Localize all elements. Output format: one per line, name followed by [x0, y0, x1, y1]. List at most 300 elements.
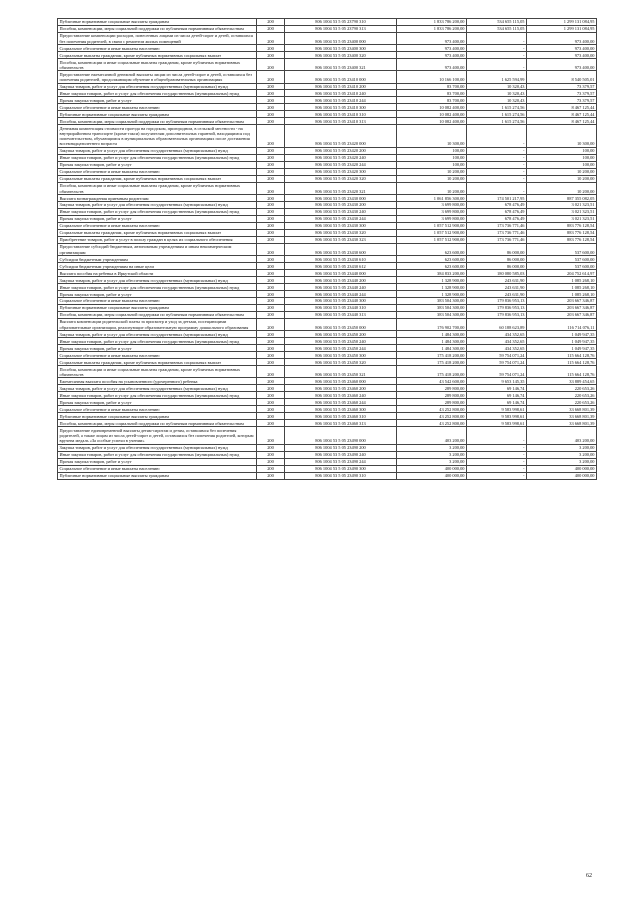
- row-kbk-cell: 806 1004 53 5 05 23410 300: [285, 104, 397, 111]
- row-unexecuted-cell: 220 653,26: [527, 399, 597, 406]
- row-unexecuted-cell: 33 668 801,39: [527, 413, 597, 420]
- row-name-cell: Закупка товаров, работ и услуг для обеспечения государственных (муниципальных) нужд: [58, 277, 257, 284]
- table-row: [58, 216, 597, 223]
- row-name-cell: Социальные выплаты гражданам, кроме публичных нормативных социальных выплат: [58, 52, 257, 59]
- row-executed-cell: -: [467, 472, 527, 479]
- row-executed-cell: 86 000,00: [467, 244, 527, 256]
- table-row: [58, 458, 597, 465]
- row-approved-cell: 289 800,00: [397, 399, 467, 406]
- row-name-cell: Социальные выплаты гражданам, кроме публичных нормативных социальных выплат: [58, 359, 257, 366]
- row-name-cell: Закупка товаров, работ и услуг для обеспечения государственных (муниципальных) нужд: [58, 202, 257, 209]
- table-row: [58, 182, 597, 194]
- row-name-cell: Публичные нормативные социальные выплаты гражданам: [58, 305, 257, 312]
- table-row: [58, 392, 597, 399]
- row-executed-cell: 174 501 217,95: [467, 195, 527, 202]
- table-row: [58, 237, 597, 244]
- row-kbk-cell: 806 1004 53 5 05 23430 000: [285, 195, 397, 202]
- table-row: [58, 104, 597, 111]
- row-approved-cell: 3 699 800,00: [397, 209, 467, 216]
- row-unexecuted-cell: 73 379,57: [527, 97, 597, 104]
- row-kbk-cell: 806 1004 53 5 05 23400 300: [285, 45, 397, 52]
- table-row: [58, 345, 597, 352]
- row-unexecuted-cell: 3 200,00: [527, 458, 597, 465]
- row-name-cell: Социальное обеспечение и иные выплаты населению: [58, 406, 257, 413]
- row-code-cell: 200: [257, 472, 285, 479]
- row-approved-cell: 3 699 800,00: [397, 202, 467, 209]
- row-executed-cell: -: [467, 465, 527, 472]
- row-name-cell: Социальные выплаты гражданам, кроме публичных нормативных социальных выплат: [58, 230, 257, 237]
- row-executed-cell: -: [467, 59, 527, 71]
- row-name-cell: Закупка товаров, работ и услуг для обеспечения государственных (муниципальных) нужд: [58, 83, 257, 90]
- row-code-cell: 200: [257, 352, 285, 359]
- row-unexecuted-cell: 537 600,00: [527, 263, 597, 270]
- row-approved-cell: 43 252 800,00: [397, 420, 467, 427]
- row-code-cell: 200: [257, 256, 285, 263]
- row-code-cell: 200: [257, 444, 285, 451]
- row-code-cell: 200: [257, 458, 285, 465]
- row-approved-cell: 1 057 512 900,00: [397, 223, 467, 230]
- row-unexecuted-cell: 973 400,00: [527, 32, 597, 44]
- row-code-cell: 200: [257, 216, 285, 223]
- table-row: [58, 125, 597, 148]
- row-kbk-cell: 806 1004 53 5 05 23400 000: [285, 32, 397, 44]
- row-name-cell: Прочая закупка товаров, работ и услуг: [58, 399, 257, 406]
- row-name-cell: Публичные нормативные социальные выплаты гражданам: [58, 413, 257, 420]
- row-executed-cell: 180 080 585,03: [467, 270, 527, 277]
- row-code-cell: 200: [257, 413, 285, 420]
- row-approved-cell: 10 200,00: [397, 168, 467, 175]
- row-code-cell: 200: [257, 319, 285, 331]
- row-approved-cell: 1 057 512 900,00: [397, 237, 467, 244]
- row-code-cell: 200: [257, 305, 285, 312]
- row-code-cell: 200: [257, 338, 285, 345]
- row-unexecuted-cell: 10 300,00: [527, 125, 597, 148]
- row-name-cell: Ежемесячная выплата пособия на усыновленного (удочеренного) ребенка: [58, 378, 257, 385]
- table-row: [58, 472, 597, 479]
- table-row: [58, 406, 597, 413]
- row-name-cell: Пособия, компенсации, меры социальной поддержки по публичным нормативным обязательствам: [58, 420, 257, 427]
- budget-execution-table: [57, 18, 597, 480]
- row-code-cell: 200: [257, 195, 285, 202]
- row-approved-cell: 10 082 400,00: [397, 118, 467, 125]
- row-approved-cell: 3 200,00: [397, 458, 467, 465]
- row-name-cell: Прочая закупка товаров, работ и услуг: [58, 345, 257, 352]
- table-row: [58, 45, 597, 52]
- row-approved-cell: 383 504 300,00: [397, 312, 467, 319]
- row-unexecuted-cell: 33 889 454,65: [527, 378, 597, 385]
- row-approved-cell: 100,00: [397, 161, 467, 168]
- table-row: [58, 378, 597, 385]
- table-row: [58, 451, 597, 458]
- row-unexecuted-cell: 100,00: [527, 161, 597, 168]
- row-kbk-cell: 806 1004 53 5 05 23460 310: [285, 413, 397, 420]
- row-name-cell: Иные закупки товаров, работ и услуг для обеспечения государственных (муниципальных) нужд: [58, 209, 257, 216]
- table-row: [58, 331, 597, 338]
- row-unexecuted-cell: 537 600,00: [527, 244, 597, 256]
- table-row: [58, 359, 597, 366]
- row-code-cell: 200: [257, 209, 285, 216]
- row-unexecuted-cell: 1 085 268,10: [527, 277, 597, 284]
- row-kbk-cell: 806 1004 53 5 05 23410 240: [285, 90, 397, 97]
- row-executed-cell: -: [467, 458, 527, 465]
- row-kbk-cell: 806 1004 53 5 05 23460 240: [285, 392, 397, 399]
- row-approved-cell: 83 700,00: [397, 90, 467, 97]
- row-executed-cell: -: [467, 125, 527, 148]
- table-row: [58, 168, 597, 175]
- row-executed-cell: 1 615 274,56: [467, 104, 527, 111]
- row-kbk-cell: 806 1004 53 5 05 23450 244: [285, 345, 397, 352]
- row-approved-cell: 289 800,00: [397, 392, 467, 399]
- row-executed-cell: 173 736 771,46: [467, 223, 527, 230]
- table-row: [58, 291, 597, 298]
- table-row: [58, 32, 597, 44]
- row-unexecuted-cell: 100,00: [527, 154, 597, 161]
- table-row: [58, 312, 597, 319]
- row-executed-cell: 243 631,90: [467, 277, 527, 284]
- table-row: [58, 71, 597, 83]
- row-unexecuted-cell: 887 355 082,05: [527, 195, 597, 202]
- row-approved-cell: 10 300,00: [397, 125, 467, 148]
- row-executed-cell: 243 631,90: [467, 284, 527, 291]
- row-name-cell: Прочая закупка товаров, работ и услуг: [58, 291, 257, 298]
- row-name-cell: Социальное обеспечение и иные выплаты населению: [58, 168, 257, 175]
- row-name-cell: Социальное обеспечение и иные выплаты населению: [58, 298, 257, 305]
- row-approved-cell: 3 200,00: [397, 451, 467, 458]
- row-executed-cell: 678 476,49: [467, 202, 527, 209]
- row-unexecuted-cell: 3 021 323,51: [527, 202, 597, 209]
- row-code-cell: 200: [257, 104, 285, 111]
- row-unexecuted-cell: 973 400,00: [527, 45, 597, 52]
- row-code-cell: 200: [257, 52, 285, 59]
- row-executed-cell: 86 000,00: [467, 263, 527, 270]
- table-row: [58, 148, 597, 155]
- row-code-cell: 200: [257, 182, 285, 194]
- row-approved-cell: 400 000,00: [397, 465, 467, 472]
- row-kbk-cell: 806 1004 53 5 05 23490 300: [285, 465, 397, 472]
- table-row: [58, 154, 597, 161]
- row-kbk-cell: 806 1004 53 5 05 23440 240: [285, 284, 397, 291]
- table-row: [58, 175, 597, 182]
- row-code-cell: 200: [257, 237, 285, 244]
- row-code-cell: 200: [257, 427, 285, 444]
- table-row: [58, 256, 597, 263]
- row-kbk-cell: 806 1004 53 5 05 23430 320: [285, 230, 397, 237]
- row-kbk-cell: 806 1004 53 5 05 23440 000: [285, 270, 397, 277]
- row-executed-cell: -: [467, 148, 527, 155]
- row-unexecuted-cell: 10 200,00: [527, 175, 597, 182]
- row-kbk-cell: 806 1004 53 5 05 23460 313: [285, 420, 397, 427]
- row-code-cell: 200: [257, 263, 285, 270]
- table-row: [58, 52, 597, 59]
- row-name-cell: Пособия, компенсации и иные социальные выплаты гражданам, кроме публичных нормативных обязательств: [58, 182, 257, 194]
- row-executed-cell: 179 836 953,13: [467, 298, 527, 305]
- table-row: [58, 270, 597, 277]
- row-approved-cell: 384 833 200,00: [397, 270, 467, 277]
- table-row: [58, 385, 597, 392]
- row-code-cell: 200: [257, 284, 285, 291]
- row-executed-cell: 86 000,00: [467, 256, 527, 263]
- row-unexecuted-cell: 1 299 131 084,95: [527, 25, 597, 32]
- row-unexecuted-cell: 1 049 947,35: [527, 338, 597, 345]
- table-row: [58, 263, 597, 270]
- row-executed-cell: 678 476,49: [467, 209, 527, 216]
- row-code-cell: 200: [257, 392, 285, 399]
- table-row: [58, 209, 597, 216]
- row-name-cell: Закупка товаров, работ и услуг для обеспечения государственных (муниципальных) нужд: [58, 331, 257, 338]
- row-kbk-cell: 806 1004 53 5 05 23410 310: [285, 111, 397, 118]
- row-approved-cell: 83 700,00: [397, 97, 467, 104]
- table-row: [58, 111, 597, 118]
- row-executed-cell: -: [467, 427, 527, 444]
- row-name-cell: Социальное обеспечение и иные выплаты населению: [58, 104, 257, 111]
- row-kbk-cell: 806 1004 53 5 05 23440 200: [285, 277, 397, 284]
- row-executed-cell: 179 836 953,13: [467, 305, 527, 312]
- row-unexecuted-cell: 220 653,26: [527, 392, 597, 399]
- row-kbk-cell: 806 1004 53 5 05 23420 321: [285, 182, 397, 194]
- row-approved-cell: 175 418 200,00: [397, 359, 467, 366]
- row-kbk-cell: 806 1004 53 5 05 23430 200: [285, 202, 397, 209]
- row-unexecuted-cell: 73 379,57: [527, 83, 597, 90]
- row-name-cell: Выплата компенсации родительской платы за присмотр и уход за детьми, посещающими образовательные организации, реализующие образовательную программу дошкольного образования: [58, 319, 257, 331]
- row-executed-cell: -: [467, 154, 527, 161]
- row-executed-cell: 1 615 274,56: [467, 111, 527, 118]
- row-kbk-cell: 806 1004 53 5 05 23410 244: [285, 97, 397, 104]
- row-unexecuted-cell: 400 000,00: [527, 465, 597, 472]
- table-row: [58, 161, 597, 168]
- row-unexecuted-cell: 537 600,00: [527, 256, 597, 263]
- row-code-cell: 200: [257, 312, 285, 319]
- row-name-cell: Пособия, компенсации, меры социальной поддержки по публичным нормативным обязательствам: [58, 25, 257, 32]
- row-kbk-cell: 806 1004 53 5 05 23450 321: [285, 366, 397, 378]
- row-approved-cell: 83 700,00: [397, 83, 467, 90]
- row-executed-cell: 179 836 953,13: [467, 312, 527, 319]
- table-row: [58, 118, 597, 125]
- row-kbk-cell: 806 1004 53 5 05 23790 313: [285, 25, 397, 32]
- row-approved-cell: 176 902 700,00: [397, 319, 467, 331]
- row-name-cell: Иные закупки товаров, работ и услуг для обеспечения государственных (муниципальных) нужд: [58, 338, 257, 345]
- row-name-cell: Предоставление единовременной выплаты детям-сиротам и детям, оставшимся без попечения родителей, а также лицам из числа детей-сирот и детей, оставшихся без попечения родителей, которым вручена медаль «За особые успехи в учении»: [58, 427, 257, 444]
- row-approved-cell: 1 833 786 200,00: [397, 25, 467, 32]
- row-name-cell: Выплата вознаграждения приемным родителям: [58, 195, 257, 202]
- table-row: [58, 465, 597, 472]
- row-code-cell: 200: [257, 45, 285, 52]
- row-kbk-cell: 806 1004 53 5 05 23490 240: [285, 451, 397, 458]
- table-row: [58, 352, 597, 359]
- row-name-cell: Иные закупки товаров, работ и услуг для обеспечения государственных (муниципальных) нужд: [58, 90, 257, 97]
- row-code-cell: 200: [257, 111, 285, 118]
- row-executed-cell: 434 352,65: [467, 338, 527, 345]
- row-approved-cell: 289 800,00: [397, 385, 467, 392]
- row-name-cell: Прочая закупка товаров, работ и услуг: [58, 97, 257, 104]
- row-name-cell: Социальное обеспечение и иные выплаты населению: [58, 45, 257, 52]
- row-approved-cell: 43 252 800,00: [397, 413, 467, 420]
- row-unexecuted-cell: 3 200,00: [527, 451, 597, 458]
- row-executed-cell: 10 320,43: [467, 83, 527, 90]
- row-executed-cell: 59 754 071,24: [467, 366, 527, 378]
- row-name-cell: Предоставление субсидий бюджетным, автономным учреждениям и иным некоммерческим организациям: [58, 244, 257, 256]
- row-unexecuted-cell: 10 200,00: [527, 168, 597, 175]
- table-row: [58, 90, 597, 97]
- row-kbk-cell: 806 1004 53 5 05 23420 244: [285, 161, 397, 168]
- table-row: [58, 19, 597, 26]
- row-approved-cell: 10 082 400,00: [397, 111, 467, 118]
- row-code-cell: 200: [257, 359, 285, 366]
- row-executed-cell: -: [467, 182, 527, 194]
- table-row: [58, 195, 597, 202]
- row-name-cell: Публичные нормативные социальные выплаты гражданам: [58, 111, 257, 118]
- row-kbk-cell: 806 1004 53 5 05 23440 300: [285, 298, 397, 305]
- row-executed-cell: -: [467, 451, 527, 458]
- table-row: [58, 202, 597, 209]
- row-code-cell: 200: [257, 298, 285, 305]
- row-executed-cell: 10 320,43: [467, 97, 527, 104]
- row-unexecuted-cell: 115 664 128,76: [527, 359, 597, 366]
- row-unexecuted-cell: 115 664 128,76: [527, 352, 597, 359]
- row-name-cell: Прочая закупка товаров, работ и услуг: [58, 458, 257, 465]
- row-name-cell: Публичные нормативные социальные выплаты гражданам: [58, 19, 257, 26]
- row-unexecuted-cell: 73 379,57: [527, 90, 597, 97]
- table-row: [58, 399, 597, 406]
- row-approved-cell: 3 200,00: [397, 444, 467, 451]
- row-unexecuted-cell: 883 776 128,54: [527, 237, 597, 244]
- row-approved-cell: 1 484 300,00: [397, 331, 467, 338]
- row-kbk-cell: 806 1004 53 5 05 23410 200: [285, 83, 397, 90]
- row-kbk-cell: 806 1004 53 5 05 23420 300: [285, 168, 397, 175]
- row-executed-cell: 69 146,74: [467, 392, 527, 399]
- row-executed-cell: 434 352,65: [467, 345, 527, 352]
- row-code-cell: 200: [257, 19, 285, 26]
- row-approved-cell: 43 252 800,00: [397, 406, 467, 413]
- row-kbk-cell: 806 1004 53 5 05 23430 244: [285, 216, 397, 223]
- row-executed-cell: -: [467, 45, 527, 52]
- row-kbk-cell: 806 1004 53 5 05 23430 610: [285, 256, 397, 263]
- row-unexecuted-cell: 3 200,00: [527, 444, 597, 451]
- row-kbk-cell: 806 1004 53 5 05 23410 000: [285, 71, 397, 83]
- table-row: [58, 230, 597, 237]
- row-unexecuted-cell: 973 400,00: [527, 52, 597, 59]
- row-kbk-cell: 806 1004 53 5 05 23430 240: [285, 209, 397, 216]
- row-code-cell: 200: [257, 465, 285, 472]
- row-name-cell: Иные закупки товаров, работ и услуг для обеспечения государственных (муниципальных) нужд: [58, 392, 257, 399]
- row-name-cell: Закупка товаров, работ и услуг для обеспечения государственных (муниципальных) нужд: [58, 444, 257, 451]
- row-unexecuted-cell: 8 467 125,44: [527, 118, 597, 125]
- table-row: [58, 25, 597, 32]
- table-body: [58, 19, 597, 480]
- table-row: [58, 284, 597, 291]
- row-unexecuted-cell: 10 200,00: [527, 182, 597, 194]
- row-name-cell: Прочая закупка товаров, работ и услуг: [58, 161, 257, 168]
- row-approved-cell: 403 200,00: [397, 427, 467, 444]
- row-executed-cell: -: [467, 168, 527, 175]
- row-name-cell: Пособия, компенсации и иные социальные выплаты гражданам, кроме публичных нормативных обязательств: [58, 366, 257, 378]
- row-name-cell: Пособия, компенсации, меры социальной поддержки по публичным нормативным обязательствам: [58, 312, 257, 319]
- row-executed-cell: 243 631,90: [467, 291, 527, 298]
- row-code-cell: 200: [257, 277, 285, 284]
- table-row: [58, 59, 597, 71]
- row-kbk-cell: 806 1004 53 5 05 23420 000: [285, 125, 397, 148]
- row-kbk-cell: 806 1004 53 5 05 23440 244: [285, 291, 397, 298]
- row-name-cell: Закупка товаров, работ и услуг для обеспечения государственных (муниципальных) нужд: [58, 385, 257, 392]
- table-row: [58, 277, 597, 284]
- row-name-cell: Субсидии бюджетным учреждениям на иные цели: [58, 263, 257, 270]
- row-code-cell: 200: [257, 118, 285, 125]
- row-code-cell: 200: [257, 59, 285, 71]
- row-approved-cell: 10 166 100,00: [397, 71, 467, 83]
- row-approved-cell: 100,00: [397, 154, 467, 161]
- row-code-cell: 200: [257, 244, 285, 256]
- row-approved-cell: 1 328 900,00: [397, 291, 467, 298]
- row-unexecuted-cell: 8 467 125,44: [527, 104, 597, 111]
- row-name-cell: Предоставление ежемесячной денежной выплаты лицам из числа детей-сирот и детей, оставшихся без попечения родителей, продолжающим обучение в общеобразовательных организациях: [58, 71, 257, 83]
- row-kbk-cell: 806 1004 53 5 05 23420 240: [285, 154, 397, 161]
- row-executed-cell: 1 615 274,56: [467, 118, 527, 125]
- row-approved-cell: 973 400,00: [397, 52, 467, 59]
- row-kbk-cell: 806 1004 53 5 05 23400 321: [285, 59, 397, 71]
- row-approved-cell: 10 200,00: [397, 182, 467, 194]
- row-name-cell: Пособия, компенсации и иные социальные выплаты гражданам, кроме публичных нормативных обязательств: [58, 59, 257, 71]
- row-name-cell: Социальное обеспечение и иные выплаты населению: [58, 465, 257, 472]
- table-row: [58, 420, 597, 427]
- table-row: [58, 244, 597, 256]
- row-unexecuted-cell: 883 776 128,54: [527, 223, 597, 230]
- row-approved-cell: 383 504 300,00: [397, 305, 467, 312]
- table-row: [58, 97, 597, 104]
- row-executed-cell: -: [467, 444, 527, 451]
- row-kbk-cell: 806 1004 53 5 05 23450 000: [285, 319, 397, 331]
- row-kbk-cell: 806 1004 53 5 05 23460 000: [285, 378, 397, 385]
- row-name-cell: Публичные нормативные социальные выплаты гражданам: [58, 472, 257, 479]
- row-name-cell: Предоставление компенсации расходов, понесенных лицами из числа детей-сирот и детей, оставшихся без попечения родителей, в связи с ремонтом жилых помещений: [58, 32, 257, 44]
- row-kbk-cell: 806 1004 53 5 05 23410 313: [285, 118, 397, 125]
- row-executed-cell: 678 476,49: [467, 216, 527, 223]
- row-code-cell: 200: [257, 154, 285, 161]
- row-unexecuted-cell: 220 653,26: [527, 385, 597, 392]
- row-approved-cell: 623 600,00: [397, 256, 467, 263]
- row-name-cell: Иные закупки товаров, работ и услуг для обеспечения государственных (муниципальных) нужд: [58, 154, 257, 161]
- row-unexecuted-cell: 203 667 346,87: [527, 305, 597, 312]
- row-name-cell: Выплата пособия на ребенка в Иркутской области: [58, 270, 257, 277]
- row-approved-cell: 175 418 200,00: [397, 366, 467, 378]
- row-code-cell: 200: [257, 125, 285, 148]
- row-kbk-cell: 806 1004 53 5 05 23460 300: [285, 406, 397, 413]
- row-executed-cell: 9 583 998,61: [467, 413, 527, 420]
- row-approved-cell: 1 833 786 200,00: [397, 19, 467, 26]
- row-approved-cell: 623 600,00: [397, 244, 467, 256]
- row-approved-cell: 383 504 300,00: [397, 298, 467, 305]
- row-executed-cell: -: [467, 52, 527, 59]
- row-code-cell: 200: [257, 90, 285, 97]
- row-unexecuted-cell: 1 085 268,10: [527, 284, 597, 291]
- row-kbk-cell: 806 1004 53 5 05 23460 200: [285, 385, 397, 392]
- row-approved-cell: 175 418 200,00: [397, 352, 467, 359]
- row-code-cell: 200: [257, 202, 285, 209]
- row-unexecuted-cell: 1 085 268,10: [527, 291, 597, 298]
- row-unexecuted-cell: 100,00: [527, 148, 597, 155]
- row-code-cell: 200: [257, 420, 285, 427]
- row-approved-cell: 973 400,00: [397, 59, 467, 71]
- row-kbk-cell: 806 1004 53 5 05 23440 313: [285, 312, 397, 319]
- row-approved-cell: 623 600,00: [397, 263, 467, 270]
- row-executed-cell: 173 736 771,46: [467, 237, 527, 244]
- row-unexecuted-cell: 1 049 947,35: [527, 345, 597, 352]
- row-approved-cell: 1 057 512 900,00: [397, 230, 467, 237]
- row-kbk-cell: 806 1004 53 5 05 23490 200: [285, 444, 397, 451]
- row-approved-cell: 1 061 856 300,00: [397, 195, 467, 202]
- row-executed-cell: -: [467, 32, 527, 44]
- row-approved-cell: 1 484 300,00: [397, 345, 467, 352]
- row-code-cell: 200: [257, 385, 285, 392]
- row-kbk-cell: 806 1004 53 5 05 23450 300: [285, 352, 397, 359]
